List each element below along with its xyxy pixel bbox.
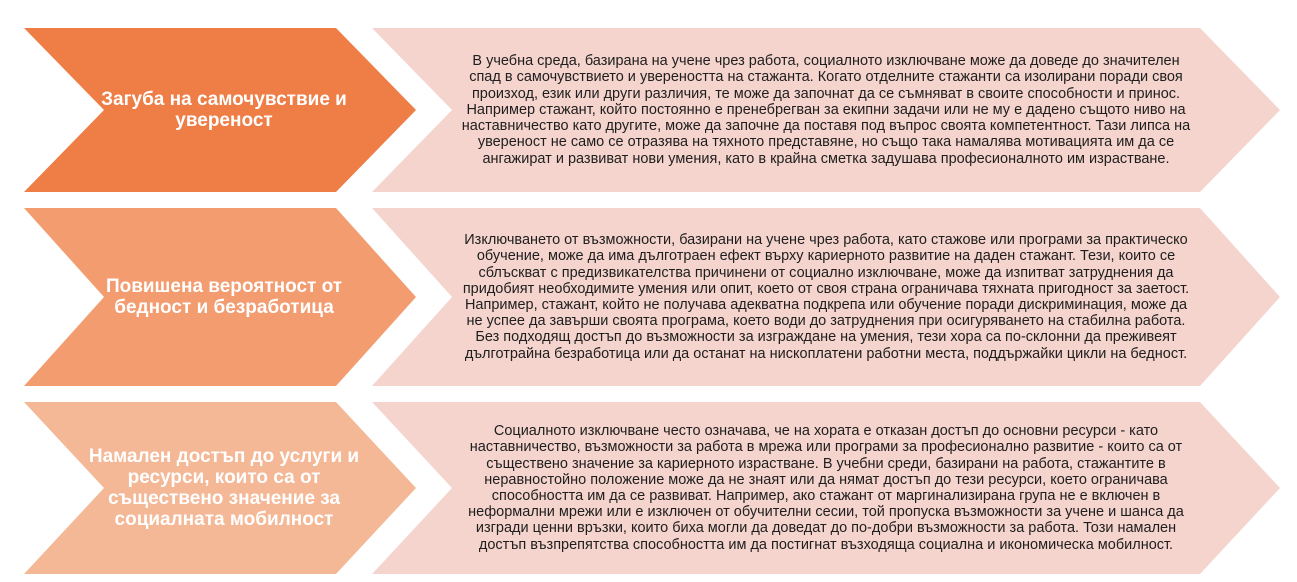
row-reduced-access — [0, 402, 1297, 574]
row-poverty-unemployment — [0, 208, 1297, 386]
chevron-reduced-access — [24, 402, 416, 574]
row-title: Загуба на самочувствие и увереност — [101, 89, 347, 131]
description-box-reduced-access — [372, 402, 1280, 574]
chevron-self-esteem — [24, 28, 416, 192]
chevron-poverty-unemployment — [24, 208, 416, 386]
row-description: В учебна среда, базирана на учене чрез работа, социалното изключване може да доведе до значителен спад в самочувствието и увереността на стажанта. Когато отделните стажанти са изолирани поради своя произход, език или други различия, те може да започнат да се съмняват в своите способности и принос. Например стажант, който постоянно е пренебрегван за екипни задачи или не му е дадено същото ниво на наставничество като другите, може да започне да поставя под въпрос своята компетентност. Тази липса на увереност не само се отразява на тяхното представяне, но също така намалява мотивацията им да се ангажират и развиват нови умения, като в крайна сметка задушава професионалното им израстване. — [461, 53, 1191, 167]
description-box-self-esteem — [372, 28, 1280, 192]
row-title: Повишена вероятност от бедност и безработица — [105, 276, 343, 318]
row-title: Намален достъп до услуги и ресурси, които са от съществено значение за социалната мобилност — [88, 446, 360, 530]
description-box-poverty-unemployment — [372, 208, 1280, 386]
row-self-esteem — [0, 28, 1297, 192]
row-description: Изключването от възможности, базирани на учене чрез работа, като стажове или програми за практическо обучение, може да има дълготраен ефект върху кариерното развитие на даден стажант. Тези, които се сблъскват с предизвикателства причинени от социално изключване, може да изпитват затруднения да придобият необходимите умения или опит, което от своя страна ограничава тяхната пригодност за заетост. Например, стажант, който не получава адекватна подкрепа или обучение поради дискриминация, може да не успее да завърши своята програма, което води до затруднения при осигуряването на стабилна работа. Без подходящ достъп до възможности за изграждане на умения, тези хора са по-склонни да преживеят дълготрайна безработица или да останат на нископлатени работни места, поддържайки цикли на бедност. — [462, 232, 1190, 362]
row-description: Социалното изключване често означава, че на хората е отказан достъп до основни ресурси - като наставничество, възможности за работа в мрежа или програми за професионално развитие - които са от съществено значение за кариерното израстване. В учебни среди, базирани на работа, стажантите в неравностойно положение може да не знаят или да нямат достъп до тези ресурси, което ограничава способността им да се развиват. Например, ако стажант от маргинализирана група не е включен в неформални мрежи или е изключен от обучителни сесии, той пропуска възможности за учене и шанса да изгради ценни връзки, които биха могли да доведат до по-добри възможности за работа. Този намален достъп възпрепятства способността им да постигнат възходяща социална и икономическа мобилност. — [468, 423, 1184, 553]
